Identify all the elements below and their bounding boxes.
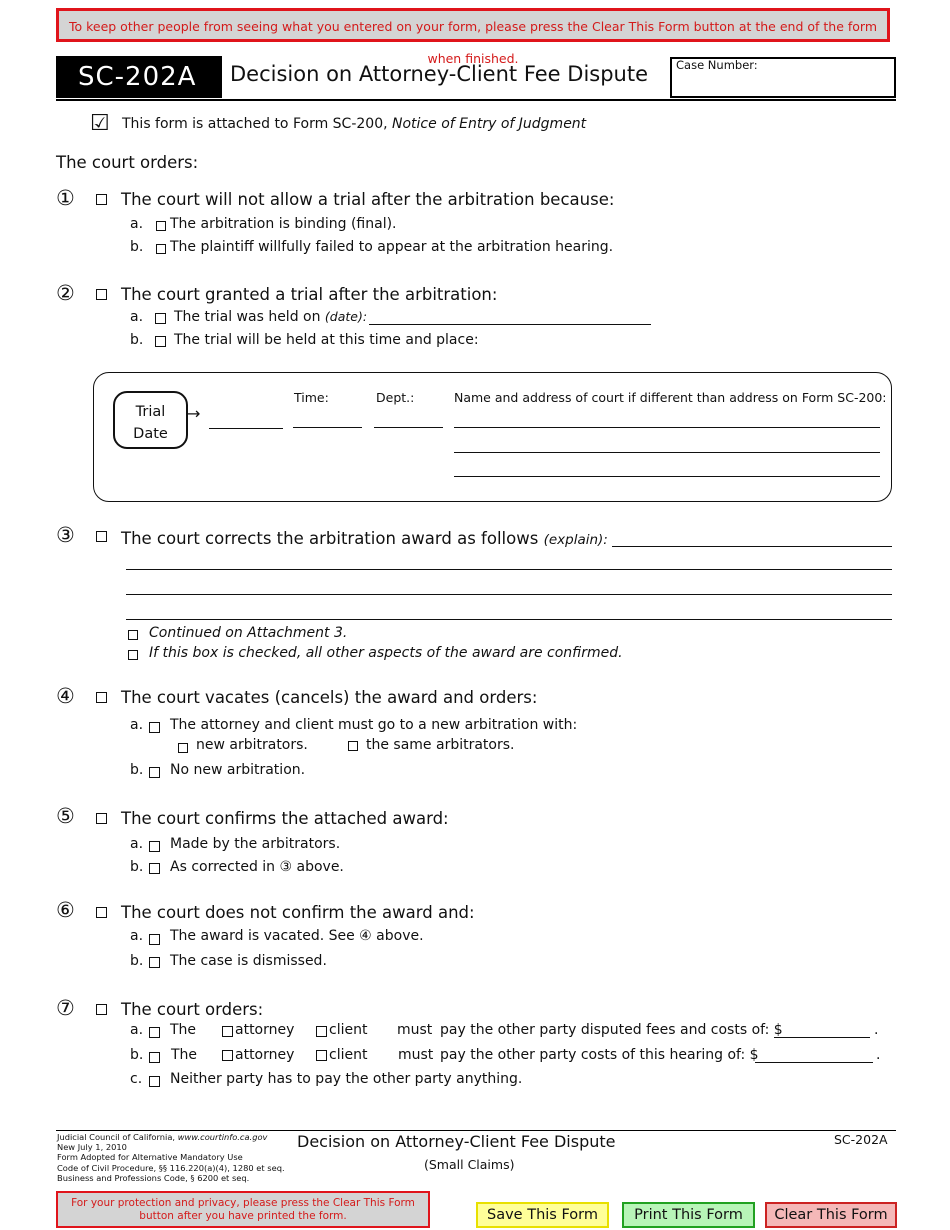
item-7a-text: pay the other party disputed fees and costs of: $ [440, 1022, 783, 1038]
footer-council-line [57, 1132, 297, 1142]
item-2a-checkbox[interactable] [155, 313, 166, 324]
trial-dept-input[interactable] [374, 427, 443, 428]
trial-time-input[interactable] [293, 427, 362, 428]
dept-label: Dept.: [376, 390, 415, 405]
top-privacy-notice: To keep other people from seeing what you entered on your form, please press the Clear This Form button at the end of the form when finished. [56, 8, 890, 42]
court-orders-heading: The court orders: [56, 153, 199, 172]
item-7b-client-checkbox[interactable] [316, 1050, 327, 1061]
continued-attachment-checkbox[interactable] [128, 630, 138, 640]
footer-title: Decision on Attorney-Client Fee Dispute [297, 1132, 616, 1151]
attached-statement [122, 116, 586, 132]
same-arbitrators-checkbox[interactable] [348, 741, 358, 751]
item-4a-text: The attorney and client must go to a new arbitration with: [170, 717, 578, 733]
item-1-text: The court will not allow a trial after the arbitration because: [121, 190, 615, 209]
fees-costs-amount-input[interactable] [774, 1037, 870, 1038]
item-4b-letter: b. [130, 762, 144, 778]
footer-subtitle: (Small Claims) [424, 1157, 515, 1172]
item-2-number: ② [56, 281, 75, 305]
court-address-label: Name and address of court if different than address on Form SC-200: [454, 390, 887, 405]
item-1b-text: The plaintiff willfully failed to appear at the arbitration hearing. [170, 239, 614, 255]
item-5a-text: Made by the arbitrators. [170, 836, 341, 852]
item-6a-text: The award is vacated. See ④ above. [170, 928, 424, 944]
item-6b-text: The case is dismissed. [170, 953, 327, 969]
item-6-checkbox[interactable] [96, 907, 107, 918]
form-title: Decision on Attorney-Client Fee Dispute [230, 62, 649, 86]
footer-council-name: Judicial Council of California, [57, 1132, 176, 1142]
award-confirmed-text: If this box is checked, all other aspects of the award are confirmed. [149, 645, 623, 661]
new-arbitrators-text: new arbitrators. [196, 737, 308, 753]
item-1-checkbox[interactable] [96, 194, 107, 205]
item-1-number: ① [56, 186, 75, 210]
print-form-button[interactable]: Print This Form [622, 1202, 755, 1228]
item-7b-client-label: client [329, 1047, 368, 1063]
save-form-button[interactable]: Save This Form [476, 1202, 609, 1228]
case-number-label: Case Number: [676, 58, 758, 72]
item-6b-letter: b. [130, 953, 144, 969]
trial-label-line1: Trial [135, 404, 166, 420]
item-7a-checkbox[interactable] [149, 1027, 160, 1038]
item-7a-client-checkbox[interactable] [316, 1026, 327, 1037]
item-2b-text: The trial will be held at this time and place: [174, 332, 479, 348]
item-5-number: ⑤ [56, 804, 75, 828]
attached-text: This form is attached to Form SC-200, [122, 116, 388, 132]
header-rule [56, 99, 896, 101]
item-7c-letter: c. [130, 1071, 143, 1087]
footer-new-date: New July 1, 2010 [57, 1142, 127, 1153]
item-4-number: ④ [56, 684, 75, 708]
item-7a-attorney-checkbox[interactable] [222, 1026, 233, 1037]
trial-date-label [113, 391, 188, 449]
item-3-label [121, 529, 608, 548]
footer-rule [56, 1130, 896, 1131]
item-2-checkbox[interactable] [96, 289, 107, 300]
footer-form-number: SC-202A [834, 1132, 888, 1147]
trial-held-date-input[interactable] [369, 324, 651, 325]
item-6-text: The court does not confirm the award and: [121, 903, 475, 922]
item-6b-checkbox[interactable] [149, 957, 160, 968]
item-3-text: The court corrects the arbitration award as follows [121, 529, 539, 548]
court-address-line-1[interactable] [454, 427, 880, 428]
clear-form-button[interactable]: Clear This Form [765, 1202, 897, 1228]
item-6-number: ⑥ [56, 898, 75, 922]
item-6a-letter: a. [130, 928, 144, 944]
item-5-text: The court confirms the attached award: [121, 809, 449, 828]
item-7b-text: pay the other party costs of this hearing of: $ [440, 1047, 759, 1063]
item-7c-checkbox[interactable] [149, 1076, 160, 1087]
correction-input-line-2[interactable] [126, 569, 892, 570]
item-1b-checkbox[interactable] [156, 244, 166, 254]
item-1b-letter: b. [130, 239, 144, 255]
item-5a-checkbox[interactable] [149, 841, 160, 852]
item-2-text: The court granted a trial after the arbitration: [121, 285, 498, 304]
item-1a-checkbox[interactable] [156, 221, 166, 231]
item-2a-text: The trial was held on [174, 309, 321, 325]
trial-date-input[interactable] [209, 428, 283, 429]
item-7a-letter: a. [130, 1022, 144, 1038]
item-1a-text: The arbitration is binding (final). [170, 216, 397, 232]
item-4b-text: No new arbitration. [170, 762, 306, 778]
item-7-text: The court orders: [121, 1000, 264, 1019]
footer-council-site: www.courtinfo.ca.gov [177, 1132, 268, 1142]
item-3-number: ③ [56, 523, 75, 547]
item-2b-checkbox[interactable] [155, 336, 166, 347]
item-7b-attorney-checkbox[interactable] [222, 1050, 233, 1061]
item-2a-letter: a. [130, 309, 144, 325]
item-7a-client-label: client [329, 1022, 368, 1038]
correction-input-line-3[interactable] [126, 594, 892, 595]
item-7b-the: The [171, 1047, 198, 1063]
correction-input-line-4[interactable] [126, 619, 892, 620]
item-7a-period: . [874, 1022, 879, 1038]
continued-attachment-text: Continued on Attachment 3. [149, 625, 348, 641]
item-5-checkbox[interactable] [96, 813, 107, 824]
hearing-costs-amount-input[interactable] [755, 1062, 873, 1063]
item-1a-letter: a. [130, 216, 144, 232]
attached-form-name: Notice of Entry of Judgment [392, 116, 587, 132]
item-5b-checkbox[interactable] [149, 863, 160, 874]
correction-input-line-1[interactable] [612, 546, 892, 547]
court-address-line-3[interactable] [454, 476, 880, 477]
item-2a-label [174, 309, 367, 325]
attached-checkbox[interactable]: ☑ [90, 111, 110, 136]
item-7-number: ⑦ [56, 996, 75, 1020]
form-number-badge: SC-202A [56, 56, 222, 98]
item-4-checkbox[interactable] [96, 692, 107, 703]
item-4a-letter: a. [130, 717, 144, 733]
item-4b-checkbox[interactable] [149, 767, 160, 778]
item-7a-must: must [397, 1022, 433, 1038]
item-7b-attorney-label: attorney [235, 1047, 295, 1063]
item-4a-checkbox[interactable] [149, 722, 160, 733]
footer-ccp: Code of Civil Procedure, §§ 116.220(a)(4), 1280 et seq. [57, 1162, 285, 1173]
item-7-checkbox[interactable] [96, 1004, 107, 1015]
item-2a-date-label: (date): [324, 309, 368, 324]
item-6a-checkbox[interactable] [149, 934, 160, 945]
award-confirmed-checkbox[interactable] [128, 650, 138, 660]
footer-legal-block [57, 1132, 297, 1183]
item-4-text: The court vacates (cancels) the award and orders: [121, 688, 538, 707]
trial-label-line2: Date [133, 426, 168, 442]
item-5a-letter: a. [130, 836, 144, 852]
item-2b-letter: b. [130, 332, 144, 348]
footer-adopted: Form Adopted for Alternative Mandatory Use [57, 1152, 243, 1163]
same-arbitrators-text: the same arbitrators. [366, 737, 515, 753]
item-7a-attorney-label: attorney [235, 1022, 295, 1038]
time-label: Time: [294, 390, 329, 405]
item-7b-period: . [876, 1047, 881, 1063]
item-5b-letter: b. [130, 859, 144, 875]
item-3-checkbox[interactable] [96, 531, 107, 542]
new-arbitrators-checkbox[interactable] [178, 743, 188, 753]
bottom-privacy-notice: For your protection and privacy, please press the Clear This Form button after you have printed the form. [56, 1191, 430, 1228]
item-7b-checkbox[interactable] [149, 1052, 160, 1063]
item-7a-the: The [170, 1022, 197, 1038]
footer-bpc: Business and Professions Code, § 6200 et seq. [57, 1172, 250, 1183]
item-7b-letter: b. [130, 1047, 144, 1063]
item-7c-text: Neither party has to pay the other party anything. [170, 1071, 523, 1087]
item-7b-must: must [398, 1047, 434, 1063]
court-address-line-2[interactable] [454, 452, 880, 453]
item-5b-text: As corrected in ③ above. [170, 859, 344, 875]
item-3-explain-label: (explain): [543, 532, 608, 548]
arrow-right-icon: → [187, 404, 201, 423]
